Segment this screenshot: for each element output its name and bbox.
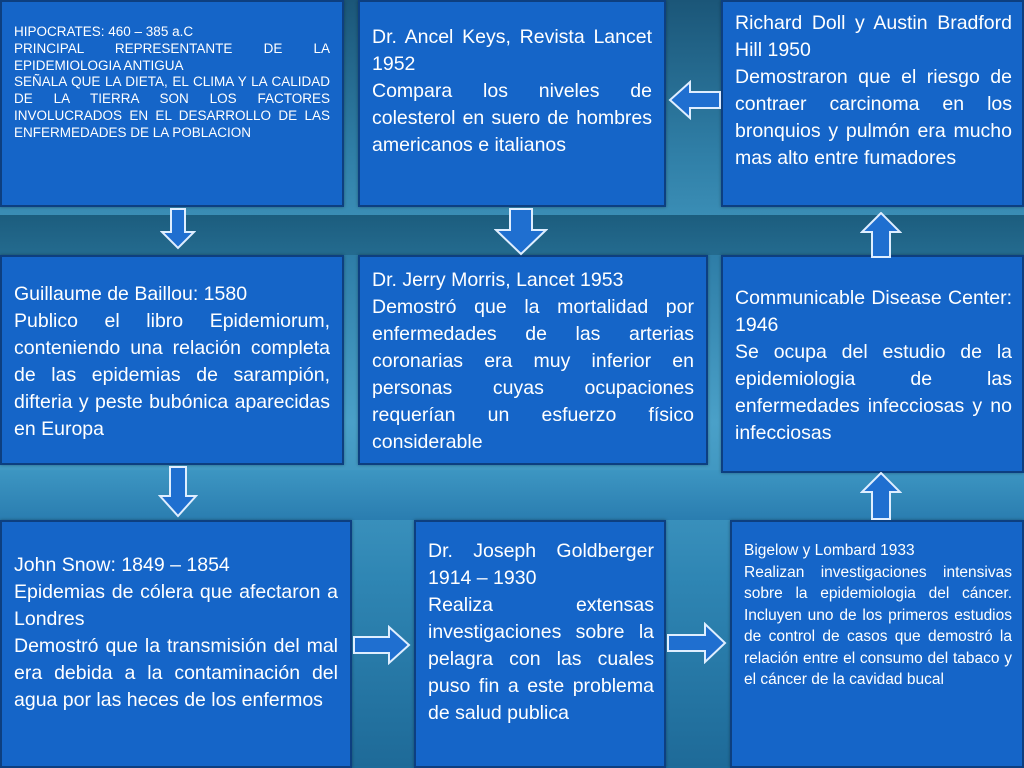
box-goldberger [414, 520, 666, 768]
box-bigelow [730, 520, 1024, 768]
arrow-down-icon [158, 466, 198, 518]
box-hipocrates-title: HIPOCRATES: 460 – 385 a.C [14, 24, 194, 39]
box-baillou [0, 255, 344, 465]
box-hipocrates [0, 0, 344, 207]
box-snow [0, 520, 352, 768]
arrow-down-icon [160, 208, 196, 250]
arrow-up-icon [860, 472, 902, 520]
box-morris [358, 255, 708, 465]
box-doll-title: Richard Doll y Austin Bradford Hill 1950 [735, 12, 1012, 61]
box-bigelow-title: Bigelow y Lombard 1933 [744, 542, 915, 559]
box-snow-title: John Snow: 1849 – 1854 [14, 554, 230, 576]
box-baillou-title: Guillaume de Baillou: 1580 [14, 283, 248, 305]
box-cdc [721, 255, 1024, 473]
arrow-down-icon [494, 208, 548, 256]
box-doll-line-1: Demostraron que el riesgo de contraer carcinoma en los bronquios y pulmón era mucho mas alto entre fumadores [735, 66, 1012, 169]
box-snow-line-2: Demostró que la transmisión del mal era debida a la contaminación del agua por las heces de los enfermos [14, 635, 338, 711]
box-hipocrates-line-2: SEÑALA QUE LA DIETA, EL CLIMA Y LA CALIDAD DE LA TIERRA SON LOS FACTORES INVOLUCRADOS EN EL DESARROLLO DE LAS ENFERMEDADES DE LA POBLACION [14, 74, 330, 140]
box-morris-line-1: Demostró que la mortalidad por enfermedades de las arterias coronarias era muy inferior en personas cuyas ocupaciones requerían un esfuerzo físico considerable [372, 296, 694, 453]
box-goldberger-line-1: Realiza extensas investigaciones sobre la pelagra con las cuales puso fin a este problema de salud publica [428, 594, 654, 724]
arrow-right-icon [667, 622, 727, 664]
box-keys-line-1: Compara los niveles de colesterol en suero de hombres americanos e italianos [372, 80, 652, 156]
box-goldberger-title: Dr. Joseph Goldberger 1914 – 1930 [428, 540, 654, 589]
box-keys [358, 0, 666, 207]
box-hipocrates-line-1: PRINCIPAL REPRESENTANTE DE LA EPIDEMIOLOGIA ANTIGUA [14, 40, 330, 73]
box-keys-title: Dr. Ancel Keys, Revista Lancet 1952 [372, 26, 652, 75]
arrow-up-icon [860, 212, 902, 258]
box-morris-title: Dr. Jerry Morris, Lancet 1953 [372, 269, 624, 291]
arrow-right-icon [353, 625, 411, 665]
box-bigelow-line-1: Realizan investigaciones intensivas sobre la epidemiologia del cáncer. Incluyen uno de los primeros estudios de control de casos que demostró la relación entre el consumo del tabaco y el cáncer de la cavidad bucal [744, 563, 1012, 688]
box-snow-line-1: Epidemias de cólera que afectaron a Londres [14, 581, 338, 630]
box-baillou-line-1: Publico el libro Epidemiorum, conteniendo una relación completa de las epidemias de sarampión, difteria y peste bubónica aparecidas en Europa [14, 310, 330, 440]
box-cdc-line-1: Se ocupa del estudio de la epidemiologia de las enfermedades infecciosas y no infecciosas [735, 341, 1012, 444]
box-cdc-title: Communicable Disease Center: 1946 [735, 287, 1012, 336]
arrow-left-icon [668, 80, 722, 120]
box-doll [721, 0, 1024, 207]
